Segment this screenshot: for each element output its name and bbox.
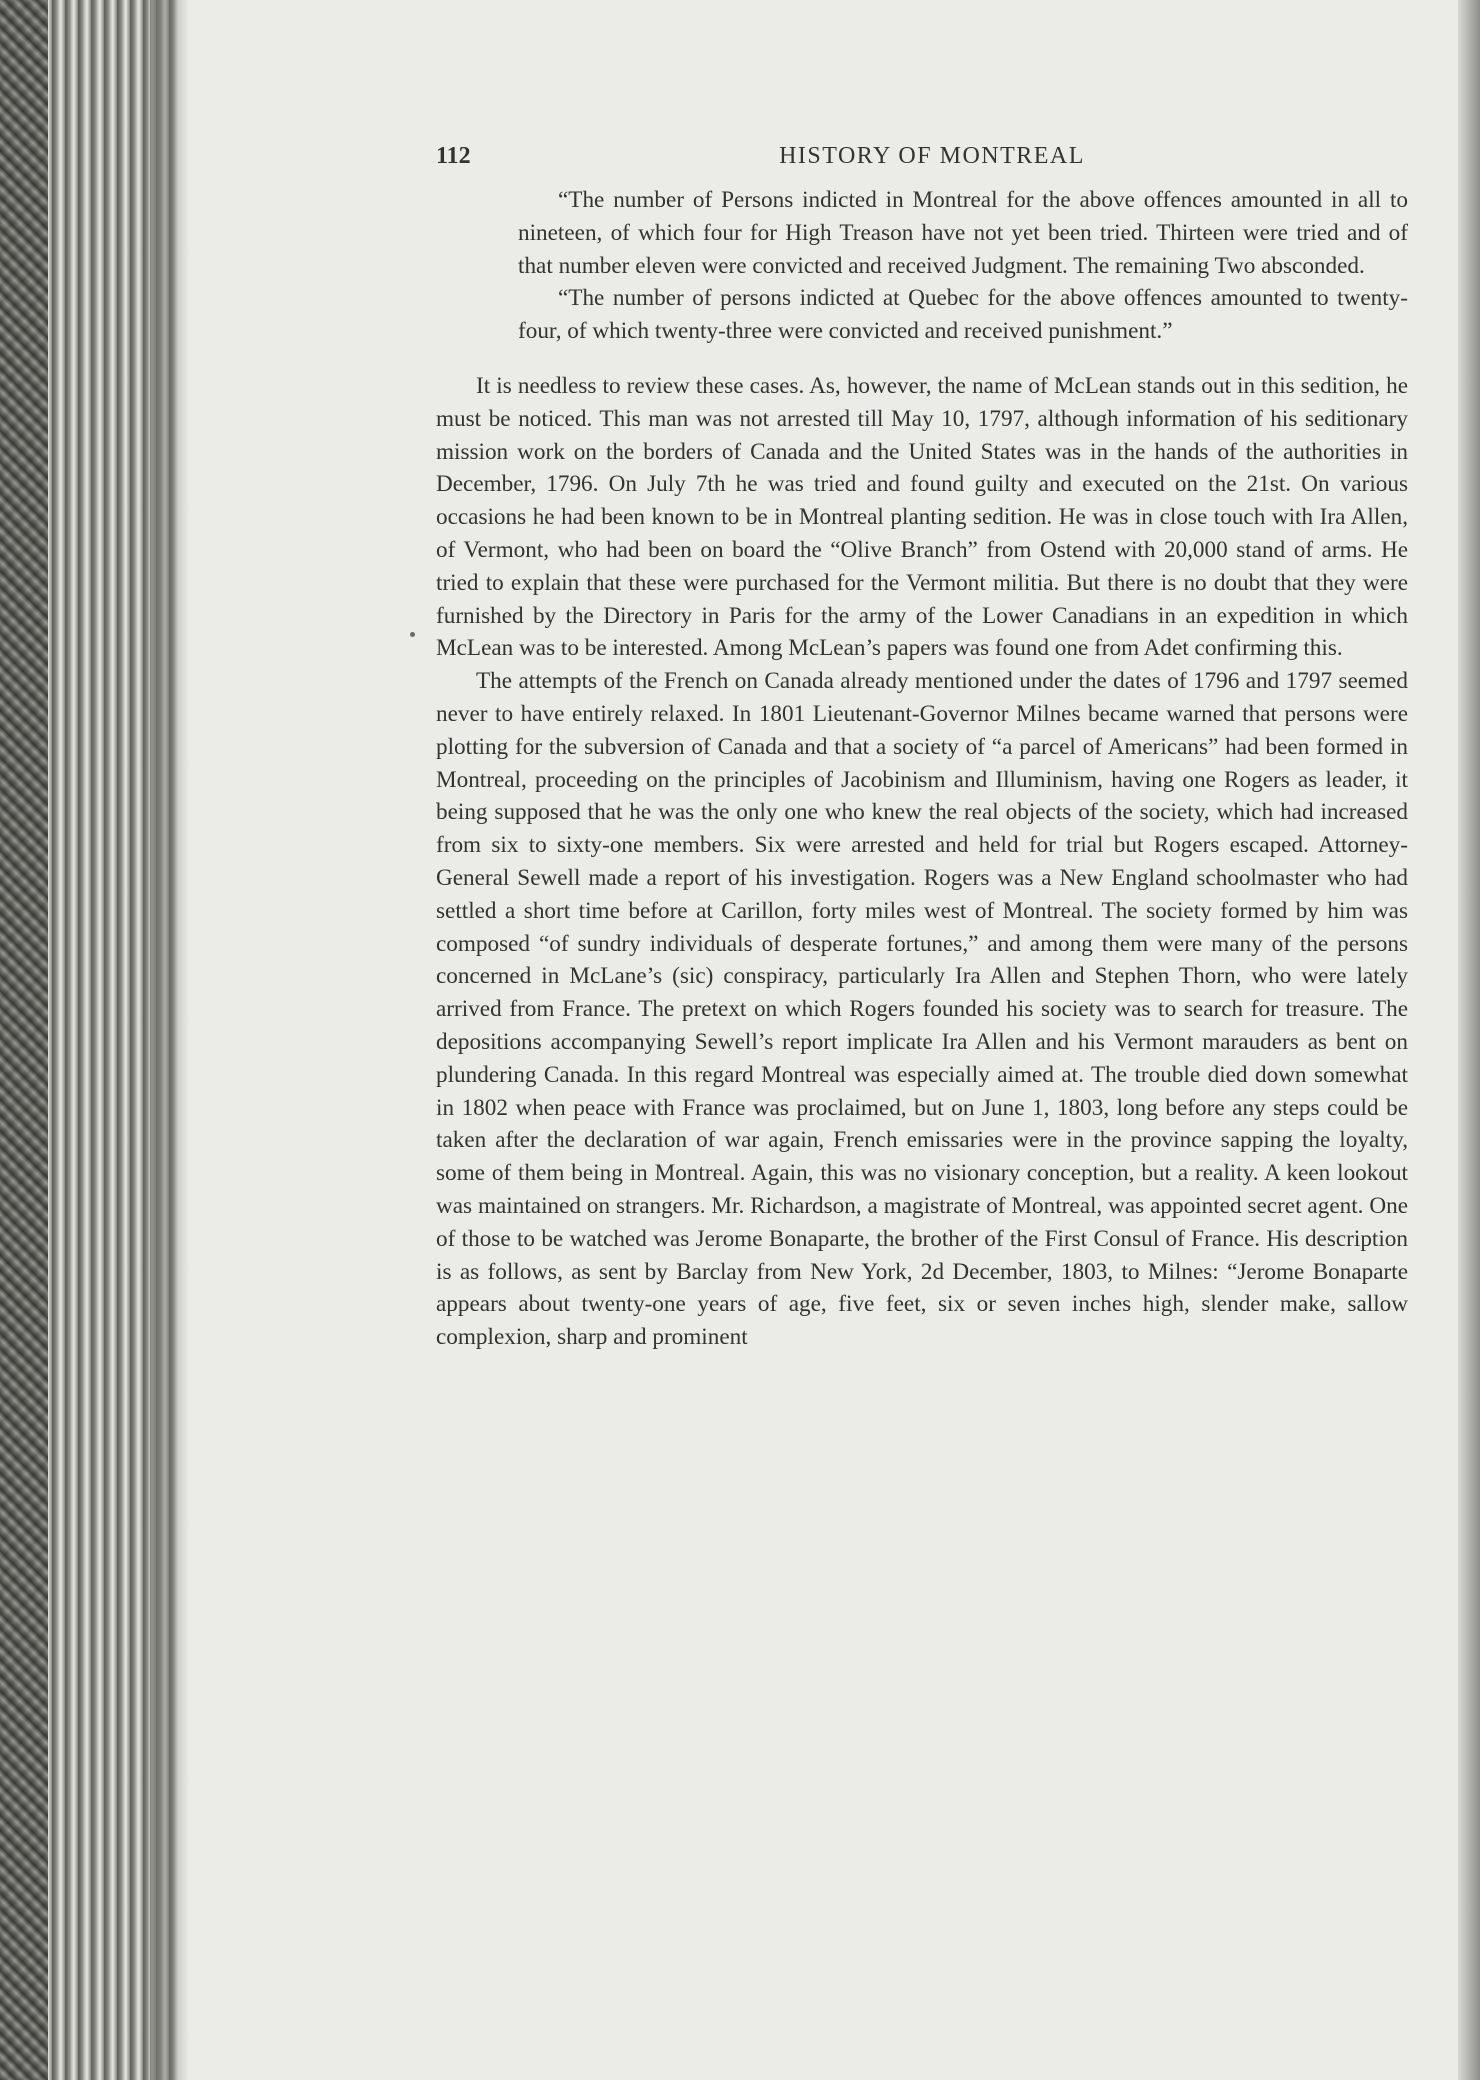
body-paragraph: It is needless to review these cases. As, however, the name of McLean stands out in this sedition, he must be noticed. This man was not arrested till May 10, 1797, although information of his seditionary mission work on the borders of Canada and the United States was in the hands of the authorities in December, 1796. On July 7th he was tried and found guilty and executed on the 21st. On various occasions he had been known to be in Montreal planting sedition. He was in close touch with Ira Allen, of Vermont, who had been on board the “Olive Branch” from Ostend with 20,000 stand of arms. He tried to explain that these were purchased for the Vermont militia. But there is no doubt that they were furnished by the Directory in Paris for the army of the Lower Canadians in an expedition in which McLean was to be interested. Among McLean’s papers was found one from Adet confirming this. bbox=[436, 372, 1408, 662]
block-quote bbox=[518, 184, 1408, 348]
page-text-block bbox=[436, 140, 1408, 1354]
quote-paragraph: “The number of persons indicted at Quebec for the above offences amounted to twenty-four, of which twenty-three were convicted and received punishment.” bbox=[518, 285, 1408, 345]
running-head bbox=[436, 140, 1408, 174]
page-right-edge bbox=[1458, 0, 1480, 2080]
marbled-edge bbox=[0, 0, 48, 2080]
page-number: 112 bbox=[436, 143, 471, 169]
gutter-shadow bbox=[150, 0, 190, 2080]
body-paragraph: The attempts of the French on Canada already mentioned under the dates of 1796 and 1797 seemed never to have entirely relaxed. In 1801 Lieutenant-Governor Milnes became warned that persons were plotting for the subversion of Canada and that a society of “a parcel of Americans” had been formed in Montreal, proceeding on the principles of Jacobinism and Illuminism, having one Rogers as leader, it being supposed that he was the only one who knew the real objects of the society, which had increased from six to sixty-one members. Six were arrested and held for trial but Rogers escaped. Attorney-General Sewell made a report of his investigation. Rogers was a New England schoolmaster who had settled a short time before at Carillon, forty miles west of Montreal. The society formed by him was composed “of sundry individuals of desperate fortunes,” and among them were many of the persons concerned in McLane’s (sic) conspiracy, particularly Ira Allen and Stephen Thorn, who were lately arrived from France. The pretext on which Rogers founded his society was to search for treasure. The depositions accompanying Sewell’s report implicate Ira Allen and his Vermont marauders as bent on plundering Canada. In this regard Montreal was especially aimed at. The trouble died down somewhat in 1802 when peace with France was proclaimed, but on June 1, 1803, long before any steps could be taken after the declaration of war again, French emissaries were in the province sapping the loyalty, some of them being in Montreal. Again, this was no visionary conception, but a reality. A keen lookout was maintained on strangers. Mr. Richardson, a magistrate of Montreal, was appointed secret agent. One of those to be watched was Jerome Bonaparte, the brother of the First Consul of France. His description is as follows, as sent by Barclay from New York, 2d December, 1803, to Milnes: “Jerome Bonaparte appears about twenty-one years of age, five feet, six or seven inches high, slender make, sallow complexion, sharp and prominent bbox=[436, 668, 1408, 1351]
running-head-title: HISTORY OF MONTREAL bbox=[779, 143, 1085, 169]
stray-mark bbox=[410, 632, 415, 637]
body-text bbox=[436, 370, 1408, 1354]
quote-paragraph: “The number of Persons indicted in Montreal for the above offences amounted in all to nineteen, of which four for High Treason have not yet been tried. Thirteen were tried and of that number eleven were convicted and received Judgment. The remaining Two absconded. bbox=[518, 187, 1408, 279]
